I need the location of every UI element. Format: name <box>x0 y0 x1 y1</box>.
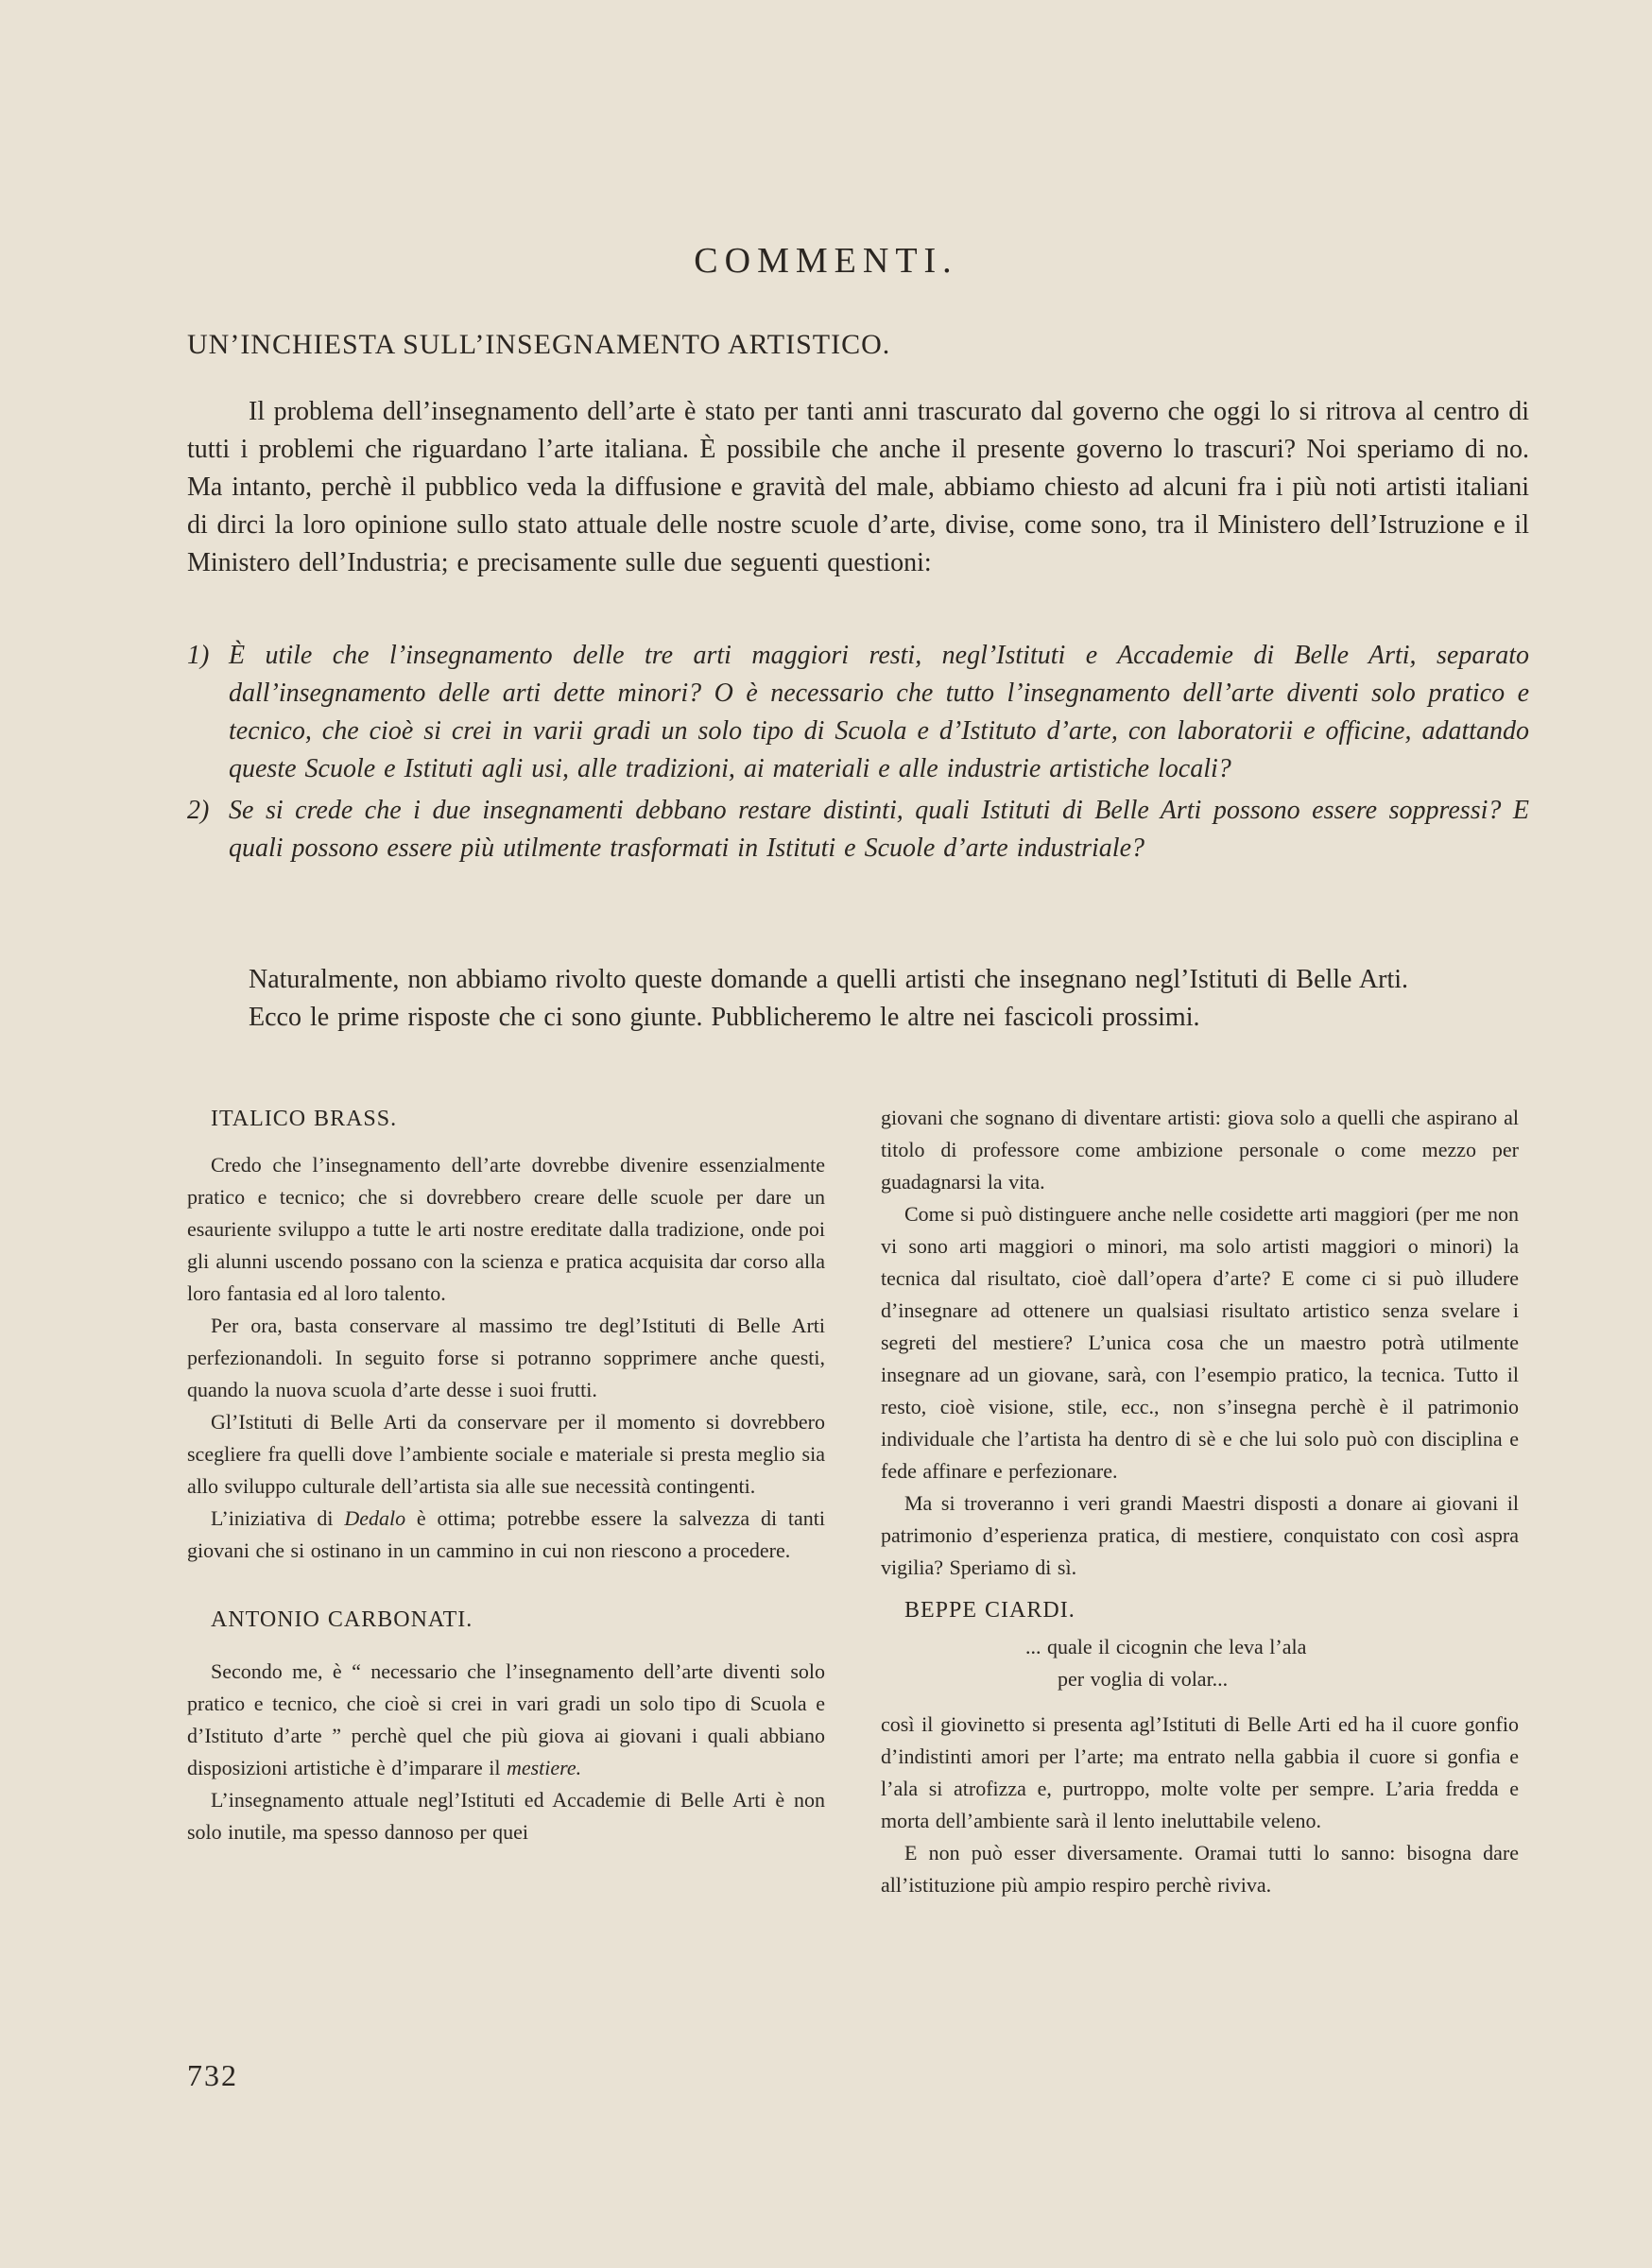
body-paragraph: Gl’Istituti di Belle Arti da conservare per il momento si dovrebbero scegliere fra quelli dove l’ambiente sociale e materiale si presta meglio sia allo sviluppo culturale dell’artista sia alle sue necessità contingenti. <box>187 1410 825 1498</box>
body-paragraph: giovani che sognano di diventare artisti: giova solo a quelli che aspirano al titolo di professore come ambizione personale o come mezzo per guadagnarsi la vita. <box>881 1106 1519 1194</box>
body-paragraph <box>187 1503 825 1567</box>
questions-list <box>187 637 1529 871</box>
body-paragraph: L’insegnamento attuale negl’Istituti ed Accademie di Belle Arti è non solo inutile, ma spesso dannoso per quei <box>187 1788 825 1844</box>
note-paragraph: Naturalmente, non abbiamo rivolto queste domande a quelli artisti che insegnano negl’Istituti di Belle Arti. <box>249 965 1409 994</box>
text-run: è ottima; potrebbe essere la salvezza di tanti giovani che si ostinano in un cammino in cui non riescono a procedere. <box>187 1506 825 1562</box>
question-number: 2) <box>187 796 210 825</box>
intro-section <box>187 393 1529 582</box>
page-number: 732 <box>187 2058 238 2092</box>
author-heading: ITALICO BRASS. <box>211 1107 398 1131</box>
left-column <box>187 1102 825 1848</box>
question-text: Se si crede che i due insegnamenti debbano restare distinti, quali Istituti di Belle Arti possono essere soppressi? E quali possono essere più utilmente trasformati in Istituti e Scuole d’arte industriale? <box>229 796 1529 863</box>
body-paragraph <box>187 1656 825 1784</box>
body-paragraph: Per ora, basta conservare al massimo tre degl’Istituti di Belle Arti perfezionandoli. In seguito forse si potranno sopprimere anche questi, quando la nuova scuola d’arte desse i suoi frutti. <box>187 1314 825 1401</box>
question-number: 1) <box>187 641 210 670</box>
question-1 <box>187 637 1529 788</box>
text-run: L’iniziativa di <box>211 1506 345 1530</box>
note-paragraph: Ecco le prime risposte che ci sono giunte. Pubblicheremo le altre nei fascicoli prossimi. <box>249 1003 1200 1032</box>
verse-line: ... quale il cicognin che leva l’ala <box>1025 1635 1307 1658</box>
journal-name: Dedalo <box>344 1506 406 1530</box>
author-heading: ANTONIO CARBONATI. <box>211 1607 473 1632</box>
text-run: Secondo me, è “ necessario che l’insegnamento dell’arte diventi solo pratico e tecnico, che cioè si crei in vari gradi un solo tipo di Scuola e d’Istituto d’arte ” perchè quel che più giova ai giovani i quali abbiano disposizioni artistiche è d’imparare il <box>187 1659 825 1779</box>
body-paragraph: Come si può distinguere anche nelle cosidette arti maggiori (per me non vi sono arti maggiori o minori, ma solo artisti maggiori o minori) la tecnica dal risultato, cioè dall’opera d’arte? E come ci si può illudere d’insegnare ad ottenere un qualsiasi risultato artistico senza svelare i segreti del mestiere? L’unica cosa che un maestro potrà utilmente insegnare ad un giovane, sarà, con l’esempio pratico, la tecnica. Tutto il resto, cioè visione, stile, ecc., non s’insegna perchè è il patrimonio individuale che l’artista ha dentro di sè e che lui solo può con disciplina e fede affinare e perfezionare. <box>881 1202 1519 1483</box>
question-text: È utile che l’insegnamento delle tre arti maggiori resti, negl’Istituti e Accademie di Belle Arti, separato dall’insegnamento delle arti dette minori? O è necessario che tutto l’insegnamento dell’arte diventi solo pratico e tecnico, che cioè si crei in varii gradi un solo tipo di Scuola e d’Istituto d’arte, con laboratorii e officine, adattando queste Scuole e Istituti agli usi, alle tradizioni, ai materiali e alle industrie artistiche locali? <box>229 641 1529 783</box>
page-title: COMMENTI. <box>694 241 958 281</box>
article-subtitle: UN’INCHIESTA SULL’INSEGNAMENTO ARTISTICO. <box>187 329 891 360</box>
author-heading: BEPPE CIARDI. <box>904 1598 1076 1623</box>
intro-paragraph: Il problema dell’insegnamento dell’arte è stato per tanti anni trascurato dal governo che oggi lo si ritrova al centro di tutti i problemi che riguardano l’arte italiana. È possibile che anche il presente governo lo trascuri? Noi speriamo di no. Ma intanto, perchè il pubblico veda la diffusione e gravità del male, abbiamo chiesto ad alcuni fra i più noti artisti italiani di dirci la loro opinione sullo stato attuale delle nostre scuole d’arte, divise, come sono, tra il Ministero dell’Istruzione e il Ministero dell’Industria; e precisamente sulle due seguenti questioni: <box>187 397 1529 577</box>
italic-word: mestiere. <box>506 1756 582 1779</box>
right-column <box>881 1102 1519 1901</box>
body-paragraph: Ma si troveranno i veri grandi Maestri disposti a donare ai giovani il patrimonio d’esperienza pratica, di mestiere, conquistato con così aspra vigilia? Speriamo di sì. <box>881 1491 1519 1579</box>
body-paragraph: così il giovinetto si presenta agl’Istituti di Belle Arti ed ha il cuore gonfio d’indistinti amori per l’arte; ma entrato nella gabbia il cuore si gonfia e l’ala si atrofizza e, purtroppo, molte volte per sempre. L’aria fredda e morta dell’ambiente sarà il lento ineluttabile veleno. <box>881 1712 1519 1832</box>
body-paragraph: E non può esser diversamente. Oramai tutti lo sanno: bisogna dare all’istituzione più ampio respiro perchè riviva. <box>881 1841 1519 1897</box>
question-2 <box>187 792 1529 868</box>
body-paragraph: Credo che l’insegnamento dell’arte dovrebbe divenire essenzialmente pratico e tecnico; che si dovrebbero creare delle scuole per dare un esauriente sviluppo a tutte le arti nostre ereditate dalla tradizione, onde poi gli alunni uscendo possano con la scienza e pratica acquisita dar corso alla loro fantasia ed al loro talento. <box>187 1153 825 1305</box>
note-section <box>187 961 1529 1037</box>
verse-line: per voglia di volar... <box>1058 1667 1229 1691</box>
